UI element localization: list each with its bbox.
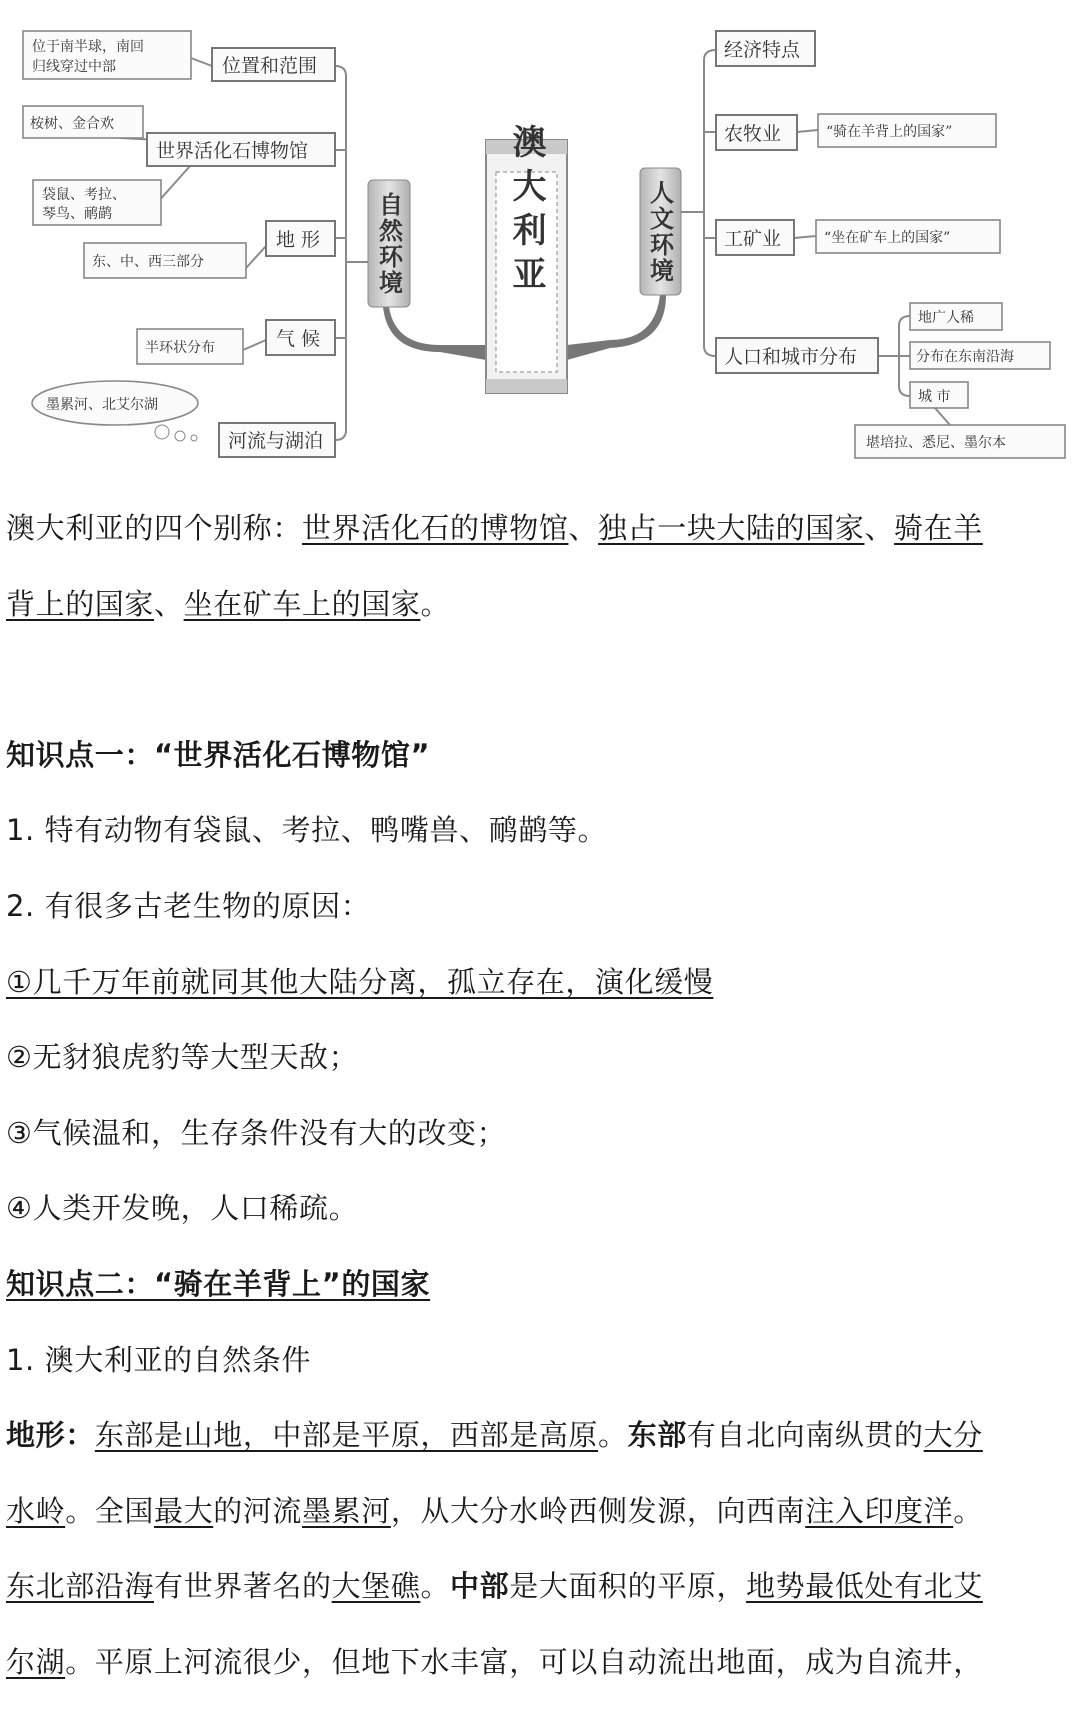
text-line: [6, 1020, 1076, 1096]
bold-text: 地形：: [6, 1418, 95, 1453]
rivers-lakes-node: 河流与湖泊: [228, 430, 324, 452]
text-segment: ，从大分水岭西侧发源，向西南: [390, 1493, 806, 1528]
text-line: [6, 1549, 1076, 1625]
text-segment: 、: [568, 511, 599, 545]
underlined-text: 坐在矿车上的国家: [183, 586, 421, 621]
underlined-text: 大分: [923, 1418, 983, 1453]
location-note: 归线穿过中部: [32, 59, 116, 75]
text-segment: ④人类开发晚，人口稀疏。: [6, 1191, 359, 1226]
underlined-text: 东北部沿海: [6, 1569, 155, 1604]
text-line: [6, 945, 1076, 1021]
cities-node: 城 市: [918, 389, 951, 405]
text-line: [6, 1171, 1076, 1247]
bold-text: 知识点一：“世界活化石博物馆”: [6, 737, 431, 772]
text-segment: 。: [420, 586, 451, 621]
text-line: [6, 567, 1076, 643]
underlined-text: 水岭: [6, 1493, 66, 1528]
text-segment: 2. 有很多古老生物的原因：: [6, 888, 371, 923]
bold-text: 中部: [450, 1569, 510, 1604]
text-segment: 。: [420, 1569, 451, 1604]
underlined-text: 注入印度洋: [805, 1493, 954, 1528]
natural-environment-node: 自然环境: [374, 192, 404, 296]
text-segment: 。: [953, 1493, 983, 1528]
text-line: [6, 793, 1076, 869]
text-segment: 、: [864, 511, 895, 545]
text-segment: 1. 特有动物有袋鼠、考拉、鸭嘴兽、鸸鹋等。: [6, 813, 608, 848]
text-segment: 1. 澳大利亚的自然条件: [6, 1342, 312, 1377]
text-segment: 。: [598, 1418, 628, 1453]
text-segment: ②无豺狼虎豹等大型天敌；: [6, 1040, 359, 1075]
article-body: [6, 491, 1076, 1701]
text-line: [6, 1398, 1076, 1474]
climate-note: 半环状分布: [145, 340, 215, 356]
southeast-coast-node: 分布在东南沿海: [916, 349, 1014, 365]
agriculture-note: “骑在羊背上的国家”: [826, 124, 953, 140]
text-line: [6, 1625, 1076, 1701]
human-environment-node: 人文环境: [645, 180, 675, 284]
sparse-population-node: 地广人稀: [918, 310, 974, 326]
underlined-text: 大堡礁: [331, 1569, 421, 1604]
text-line: [6, 718, 1076, 794]
blank-line: [6, 642, 1076, 718]
center-node: [486, 124, 567, 393]
text-segment: ③气候温和，生存条件没有大的改变；: [6, 1115, 507, 1150]
location-note: 位于南半球，南回: [32, 39, 144, 55]
underlined-text: 东部是山地，中部是平原，西部是高原: [94, 1418, 599, 1453]
animals-note: 琴鸟、鸸鹋: [42, 206, 112, 222]
economy-node: 经济特点: [724, 39, 801, 61]
bold-text: 东部: [627, 1418, 687, 1453]
text-segment: 。平原上河流很少，但地下水丰富，可以自动流出地面，成为自流井，: [65, 1644, 983, 1679]
climate-node: 气 候: [276, 328, 321, 350]
underlined-text: 背上的国家: [6, 586, 155, 621]
underlined-text: 世界活化石的博物馆: [302, 511, 569, 545]
text-line: [6, 1247, 1076, 1323]
mining-note: “坐在矿车上的国家”: [824, 230, 951, 246]
fossil-museum-node: 世界活化石博物馆: [156, 140, 309, 162]
mining-node: 工矿业: [724, 228, 782, 250]
text-line: [6, 491, 1076, 567]
text-segment: 是大面积的平原，: [509, 1569, 747, 1604]
location-node: 位置和范围: [222, 55, 318, 77]
text-segment: 有世界著名的: [154, 1569, 332, 1604]
cities-note: 堪培拉、悉尼、墨尔本: [866, 435, 1006, 451]
terrain-note: 东、中、西三部分: [92, 254, 204, 270]
underlined-text: 独占一块大陆的国家: [598, 511, 865, 545]
text-segment: 。全国: [65, 1493, 155, 1528]
text-segment: 的河流: [213, 1493, 303, 1528]
text-segment: 澳大利亚的四个别称：: [6, 511, 303, 545]
bold-text: 知识点二：“骑在羊背上”的国家: [6, 1266, 431, 1301]
underlined-text: 尔湖: [6, 1644, 66, 1679]
plants-note: 桉树、金合欢: [30, 116, 114, 132]
text-segment: 、: [154, 586, 184, 621]
population-node: 人口和城市分布: [724, 346, 858, 368]
terrain-node: 地 形: [276, 229, 321, 251]
underlined-text: 地势最低处有北艾: [746, 1569, 983, 1604]
underlined-text: 骑在羊: [894, 511, 983, 545]
australia-mind-map: [0, 0, 1080, 470]
text-line: [6, 1474, 1076, 1550]
underlined-text: 最大: [154, 1493, 214, 1528]
text-line: [6, 1096, 1076, 1172]
agriculture-node: 农牧业: [724, 123, 782, 145]
rivers-note: 墨累河、北艾尔湖: [46, 397, 158, 413]
animals-note: 袋鼠、考拉、: [42, 187, 126, 203]
underlined-text: 墨累河: [302, 1493, 391, 1528]
text-segment: 有自北向南纵贯的: [686, 1418, 924, 1453]
center-char: 澳大利亚: [506, 124, 546, 300]
text-line: [6, 1323, 1076, 1399]
underlined-text: ①几千万年前就同其他大陆分离，孤立存在，演化缓慢: [6, 964, 714, 999]
text-line: [6, 869, 1076, 945]
